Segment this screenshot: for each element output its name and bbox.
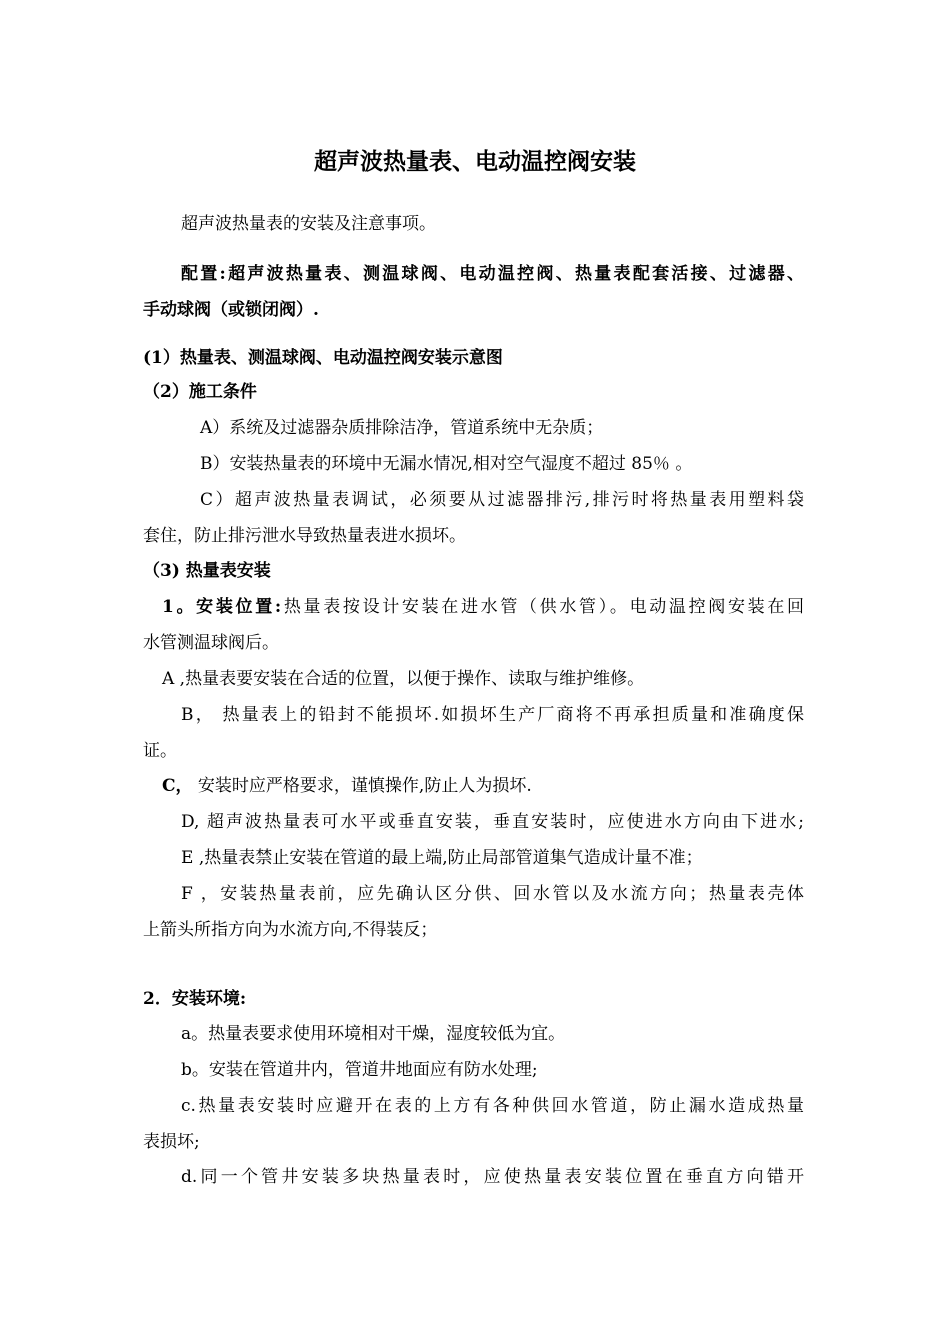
install-position-label: 1。安装位置: — [162, 597, 282, 617]
config-line-1: 配置:超声波热量表、测温球阀、电动温控阀、热量表配套活接、过滤器、 — [181, 264, 804, 284]
section-1-heading: (1）热量表、测温球阀、电动温控阀安装示意图 — [143, 348, 503, 368]
condition-b: B）安装热量表的环境中无漏水情况,相对空气湿度不超过 85％ 。 — [200, 454, 693, 474]
item-b-line-2: 证。 — [143, 741, 177, 761]
item-a: A ,热量表要安装在合适的位置，以便于操作、读取与维护维修。 — [162, 669, 645, 689]
item-d: D, 超声波热量表可水平或垂直安装，垂直安装时，应使进水方向由下进水; — [181, 812, 804, 832]
section-4-heading: 2．安装环境: — [143, 989, 247, 1009]
condition-c-line-2: 套住，防止排污泄水导致热量表进水损坏。 — [143, 526, 466, 546]
env-a: a。热量表要求使用环境相对干燥，湿度较低为宜。 — [181, 1024, 566, 1044]
intro-paragraph: 超声波热量表的安装及注意事项。 — [181, 214, 436, 234]
section-3-heading: （3) 热量表安装 — [143, 561, 271, 581]
item-c-text: 安装时应严格要求，谨慎操作,防止人为损坏. — [192, 776, 532, 796]
item-e: E ,热量表禁止安装在管道的最上端,防止局部管道集气造成计量不准； — [181, 848, 703, 868]
item-c-label: C， — [162, 776, 193, 796]
env-b: b。安装在管道井内，管道井地面应有防水处理; — [181, 1060, 538, 1080]
item-f-line-2: 上箭头所指方向为水流方向,不得装反； — [143, 920, 438, 940]
install-position-line-2: 水管测温球阀后。 — [143, 633, 279, 653]
document-title: 超声波热量表、电动温控阀安装 — [314, 148, 636, 175]
install-position-line-1 — [162, 595, 804, 619]
item-f-line-1: F ，安装热量表前，应先确认区分供、回水管以及水流方向；热量表壳体 — [181, 884, 804, 904]
env-d-line-1: d.同一个管井安装多块热量表时，应使热量表安装位置在垂直方向错开 — [181, 1167, 804, 1187]
item-c — [162, 774, 532, 798]
condition-a: A）系统及过滤器杂质排除洁净，管道系统中无杂质； — [200, 418, 604, 438]
config-line-2: 手动球阀（或锁闭阀）. — [143, 300, 319, 320]
condition-c-line-1: C）超声波热量表调试，必须要从过滤器排污,排污时将热量表用塑料袋 — [200, 490, 804, 510]
section-2-heading: （2）施工条件 — [143, 382, 257, 402]
install-position-text: 热量表按设计安装在进水管（供水管）。电动温控阀安装在回 — [281, 597, 805, 617]
item-b-line-1: B， 热量表上的铅封不能损坏.如损坏生产厂商将不再承担质量和准确度保 — [181, 705, 804, 725]
env-c-line-1: c.热量表安装时应避开在表的上方有各种供回水管道，防止漏水造成热量 — [181, 1096, 804, 1116]
env-c-line-2: 表损坏; — [143, 1132, 200, 1152]
